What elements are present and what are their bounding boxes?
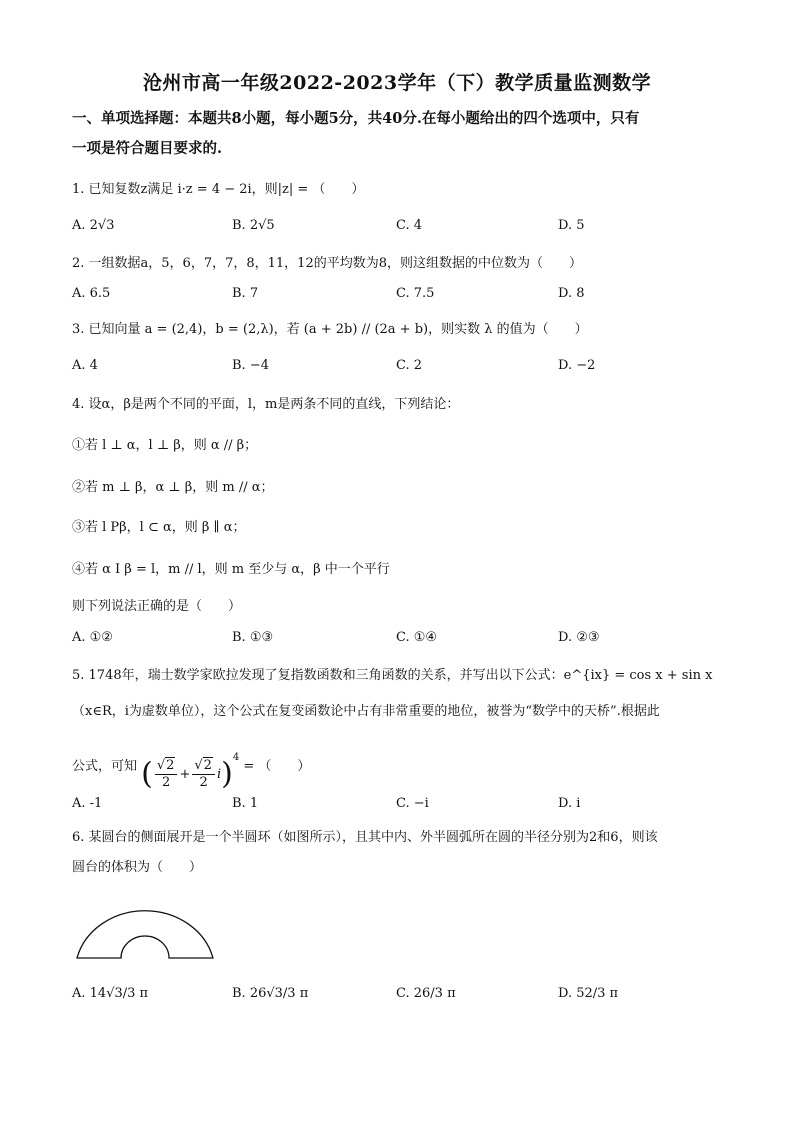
question-3-options xyxy=(72,358,732,380)
question-6-line2: 圆台的体积为（ ） xyxy=(72,860,203,875)
question-3: 3. 已知向量 a = (2,4)，b = (2,λ)，若 (a + 2b) // (2a + b)，则实数 λ 的值为（ ） xyxy=(72,322,588,337)
statement-1: ①若 l ⊥ α，l ⊥ β，则 α // β； xyxy=(72,438,258,453)
option-d: D. 5 xyxy=(558,218,585,233)
option-a: A. ①② xyxy=(72,630,113,645)
page-title: 沧州市高一年级2022-2023学年（下）教学质量监测数学 xyxy=(142,72,652,94)
question-1: 1. 已知复数z满足 i·z = 4 − 2i，则|z| = （ ） xyxy=(72,182,365,197)
option-d: D. 52/3 π xyxy=(558,986,619,1001)
question-5-line1: 5. 1748年，瑞士数学家欧拉发现了复指数函数和三角函数的关系，并写出以下公式：e^{ix} = cos x + sin x xyxy=(72,668,713,683)
question-1-options xyxy=(72,218,732,240)
question-4-ask: 则下列说法正确的是（ ） xyxy=(72,599,242,614)
option-d: D. i xyxy=(558,796,581,811)
option-a: A. 2√3 xyxy=(72,218,115,233)
question-6-line1: 6. 某圆台的侧面展开是一个半圆环（如图所示），且其中内、外半圆弧所在圆的半径分别为2和6，则该 xyxy=(72,830,658,845)
statement-2: ②若 m ⊥ β，α ⊥ β，则 m // α； xyxy=(72,480,274,495)
formula-prefix: 公式，可知 xyxy=(72,759,138,774)
option-a: A. 14√3/3 π xyxy=(72,986,149,1001)
option-b: B. −4 xyxy=(232,358,269,373)
option-a: A. -1 xyxy=(72,796,103,811)
question-2: 2. 一组数据a，5，6，7，7，8，11，12的平均数为8，则这组数据的中位数为（ ） xyxy=(72,256,582,271)
option-c: C. ①④ xyxy=(396,630,438,645)
option-d: D. 8 xyxy=(558,286,585,301)
question-6-options xyxy=(72,986,732,1022)
option-c: C. −i xyxy=(396,796,429,811)
option-a: A. 6.5 xyxy=(72,286,111,301)
option-b: B. 26√3/3 π xyxy=(232,986,309,1001)
option-c: C. 2 xyxy=(396,358,423,373)
question-2-options xyxy=(72,286,732,308)
option-c: C. 7.5 xyxy=(396,286,435,301)
section-heading-line1: 一、单项选择题：本题共8小题，每小题5分，共40分.在每小题给出的四个选项中，只有 xyxy=(72,110,640,127)
question-5-options xyxy=(72,796,732,818)
question-4-options xyxy=(72,630,732,652)
statement-3: ③若 l Pβ，l ⊂ α，则 β ∥ α； xyxy=(72,520,246,535)
option-c: C. 4 xyxy=(396,218,423,233)
option-a: A. 4 xyxy=(72,358,98,373)
option-b: B. ①③ xyxy=(232,630,274,645)
euler-expression: ( $\frac{√2}{2}$ + $\frac{√2}{2}$ i)$^4$ xyxy=(141,752,240,792)
formula-suffix: = （ ） xyxy=(243,759,311,774)
question-4: 4. 设α，β是两个不同的平面，l，m是两条不同的直线，下列结论： xyxy=(72,397,460,412)
option-c: C. 26/3 π xyxy=(396,986,456,1001)
question-5-line2: （x∈R，i为虚数单位），这个公式在复变函数论中占有非常重要的地位，被誉为“数学中的天桥”.根据此 xyxy=(72,704,660,719)
option-b: B. 2√5 xyxy=(232,218,275,233)
option-b: B. 1 xyxy=(232,796,259,811)
section-heading-line2: 一项是符合题目要求的. xyxy=(72,140,223,157)
half-annulus-figure xyxy=(72,892,222,964)
question-5-line3 xyxy=(72,740,732,792)
option-d: D. −2 xyxy=(558,358,596,373)
statement-4: ④若 α I β = l，m // l，则 m 至少与 α，β 中一个平行 xyxy=(72,562,390,577)
option-b: B. 7 xyxy=(232,286,259,301)
option-d: D. ②③ xyxy=(558,630,600,645)
